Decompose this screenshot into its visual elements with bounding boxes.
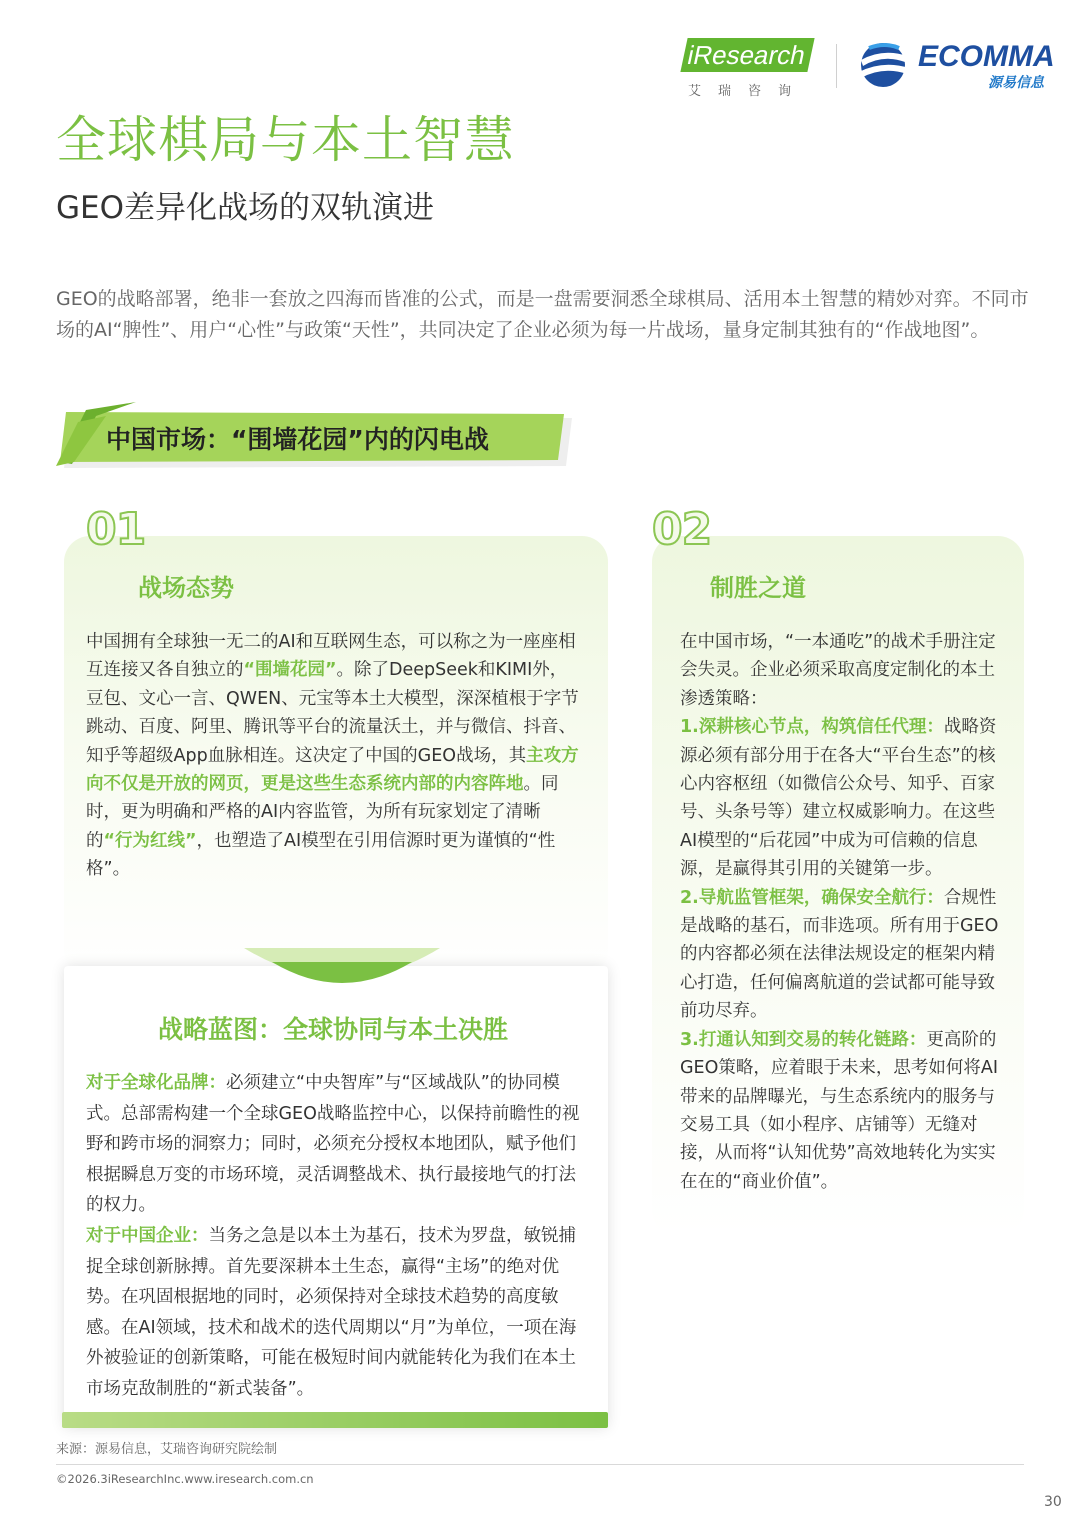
blueprint-arc-decoration — [244, 944, 440, 988]
situation-text-1: 中国拥有全球独一无二的AI和互联网生态，可以称之为一座座相互连接又各自独立的 — [86, 632, 576, 681]
situation-text-4: ，也塑造了AI模型在引用信源时更为谨慎的“性格”。 — [86, 830, 556, 880]
card-heading-situation: 战场态势 — [138, 574, 234, 602]
situation-text-2: 。除了DeepSeek和KIMI外，豆包、文心一言、QWEN、元宝等本土大模型，深深植根于字节跳动、百度、阿里、腾讯等平台的流量沃土，并与微信、抖音、知乎等超级App血脉相连。这决定了中国的GEO战场，其 — [86, 660, 579, 766]
strategy-item-2-text: 合规性是战略的基石，而非选项。所有用于GEO的内容都必须在法律法规设定的框架内精心打造，任何偏离航道的尝试都可能导致前功尽弃。 — [680, 887, 999, 1022]
section-banner-title: 中国市场：“围墙花园”内的闪电战 — [106, 425, 489, 454]
copyright-text: ©2026.3iResearchInc.www.iresearch.com.cn — [56, 1472, 314, 1486]
blueprint-global-text: 必须建立“中央智库”与“区域战队”的协同模式。总部需构建一个全球GEO战略监控中心，以保持前瞻性的视野和跨市场的洞察力；同时，必须充分授权本地团队，赋予他们根据瞬息万变的市场环境，灵活调整战术、执行最接地气的打法的权力。 — [86, 1073, 580, 1216]
situation-highlight-3: “行为红线” — [103, 830, 197, 851]
blueprint-global-label: 对于全球化品牌： — [86, 1073, 226, 1093]
card-body-situation — [86, 628, 580, 884]
strategy-item-3-text: 更高阶的GEO策略，应着眼于未来，思考如何将AI带来的品牌曝光，与生态系统内的服务与交易工具（如小程序、店铺等）无缝对接，从而将“认知优势”高效地转化为实实在在的“商业价值”。 — [680, 1029, 999, 1192]
situation-highlight-2: 主攻方向不仅是开放的网页，更是这些生态系统内部的内容阵地 — [86, 745, 579, 795]
situation-highlight-1: “围墙花园” — [243, 660, 337, 681]
blueprint-bottom-bar — [62, 1412, 608, 1428]
ecomma-logo-cn: 源易信息 — [988, 75, 1044, 91]
ecomma-logo-icon — [855, 40, 911, 90]
situation-text-3: 。同时，更为明确和严格的AI内容监管，为所有玩家划定了清晰的 — [86, 774, 559, 851]
page-number: 30 — [1044, 1494, 1062, 1510]
card-number-01: 01 — [86, 504, 146, 555]
strategy-lead-text: 在中国市场，“一本通吃”的战术手册注定会失灵。企业必须采取高度定制化的本土渗透策略： — [680, 632, 996, 709]
intro-paragraph: GEO的战略部署，绝非一套放之四海而皆准的公式，而是一盘需要洞悉全球棋局、活用本土智慧的精妙对弈。不同市场的AI“脾性”、用户“心性”与政策“天性”，共同决定了企业必须为每一片战场，量身定制其独有的“作战地图”。 — [56, 288, 1029, 341]
card-heading-blueprint: 战略蓝图：全球协同与本土决胜 — [158, 1015, 509, 1044]
ecomma-logo-wordmark: ECOMMA — [918, 40, 1055, 73]
iresearch-logo-wordmark: iResearch — [680, 38, 814, 72]
strategy-item-1-text: 战略资源必须有部分用于在各大“平台生态”的核心内容枢纽（如微信公众号、知乎、百家号、头条号等）建立权威影响力。在这些AI模型的“后花园”中成为可信赖的信息源，是赢得其引用的关键第一步。 — [680, 717, 997, 880]
page-subtitle: GEO差异化战场的双轨演进 — [56, 190, 435, 226]
source-note: 来源：源易信息，艾瑞咨询研究院绘制 — [56, 1442, 278, 1457]
card-number-02: 02 — [652, 504, 712, 555]
strategy-item-3-label: 3.打通认知到交易的转化链路： — [680, 1029, 927, 1050]
page-title: 全球棋局与本土智慧 — [56, 111, 515, 169]
footer-divider — [56, 1464, 1024, 1465]
card-body-blueprint — [86, 1068, 586, 1405]
strategy-item-2-label: 2.导航监管框架，确保安全航行： — [680, 887, 944, 908]
iresearch-logo — [684, 38, 820, 98]
logo-divider — [836, 44, 837, 88]
iresearch-logo-cn: 艾瑞咨询 — [688, 84, 809, 99]
card-body-strategy — [680, 628, 1010, 1196]
blueprint-china-text: 当务之急是以本土为基石，技术为罗盘，敏锐捕捉全球创新脉搏。首先要深耕本土生态，赢得“主场”的绝对优势。在巩固根据地的同时，必须保持对全球技术趋势的高度敏感。在AI领域，技术和战术的迭代周期以“月”为单位，一项在海外被验证的创新策略，可能在极短时间内就能转化为我们在本土市场克敌制胜的“新式装备”。 — [86, 1225, 577, 1399]
strategy-item-1-label: 1.深耕核心节点，构筑信任代理： — [680, 717, 944, 738]
card-heading-strategy: 制胜之道 — [710, 574, 806, 602]
blueprint-china-label: 对于中国企业： — [86, 1225, 209, 1246]
